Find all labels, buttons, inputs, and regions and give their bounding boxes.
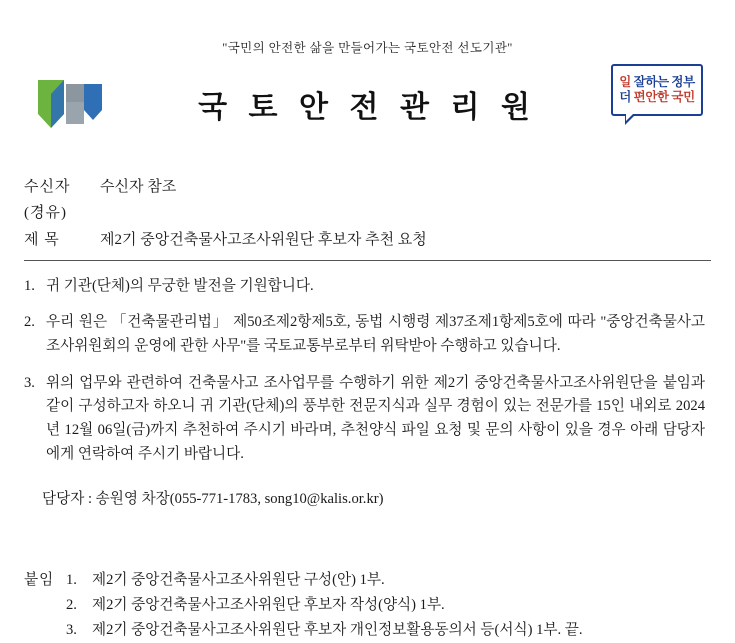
badge-tail-inner-icon <box>626 113 634 121</box>
attachment-3-index: 3. <box>66 622 77 639</box>
paragraph-1 <box>24 275 705 299</box>
document-body <box>22 275 713 512</box>
attachments-spacer-2 <box>24 593 66 618</box>
recipient-label: 수신자 <box>24 179 71 195</box>
recipient-value: 수신자 참조 <box>100 179 177 195</box>
via-label: (경유) <box>24 205 67 222</box>
attachment-2-text: 제2기 중앙건축물사고조사위원단 후보자 작성(양식) 1부. <box>92 596 445 613</box>
via-row <box>24 200 713 226</box>
attachment-item-1 <box>24 568 713 593</box>
paragraph-1-text: 귀 기관(단체)의 무궁한 발전을 기원합니다. <box>46 277 314 294</box>
attachment-3-text: 제2기 중앙건축물사고조사위원단 후보자 개인정보활용동의서 등(서식) 1부. 끝. <box>92 622 583 639</box>
recipient-row <box>24 174 713 200</box>
attachments-section <box>22 568 713 643</box>
attachment-1-text: 제2기 중앙건축물사고조사위원단 구성(안) 1부. <box>92 571 385 588</box>
paragraph-3-text: 위의 업무와 관련하여 건축물사고 조사업무를 수행하기 위한 제2기 중앙건축물사고조사위원단을 붙임과 같이 구성하고자 하오니 귀 기관(단체)의 풍부한 전문지식과 실무 경험이 있는 전문가를 15인 내외로 2024년 12월 06일(금)까지 추천하여 주시기 바라며, 추천양식 파일 요청 및 문의 사항이 있을 경우 아래 담당자에게 연락하여 주시기 바랍니다. <box>46 374 705 462</box>
paragraph-2 <box>24 311 705 358</box>
attachment-item-2 <box>24 593 713 618</box>
badge-line-2 <box>619 91 695 104</box>
document-meta <box>22 174 713 253</box>
paragraph-2-number: 2. <box>24 314 35 331</box>
paragraph-1-number: 1. <box>24 277 35 294</box>
contact-line: 담당자 : 송원영 차장(055-771-1783, song10@kalis.or.kr) <box>42 491 384 508</box>
subject-row <box>24 227 713 253</box>
paragraph-3 <box>24 372 705 467</box>
badge-line1-red: 일 <box>619 75 634 90</box>
subject-value: 제2기 중앙건축물사고조사위원단 후보자 추천 요청 <box>100 231 427 248</box>
paragraph-3-number: 3. <box>24 374 35 391</box>
government-badge <box>611 64 707 144</box>
attachments-label: 붙임 <box>24 571 55 588</box>
page-title: 국 토 안 전 관 리 원 <box>198 91 537 124</box>
paragraph-2-text: 우리 원은 「건축물관리법」 제50조제2항제5호, 동법 시행령 제37조제1항제5호에 따라 "중앙건축물사고조사위원회의 운영에 관한 사무"를 국토교통부로부터 위탁받아 수행하고 있습니다. <box>46 314 705 355</box>
slogan-text: "국민의 안전한 삶을 만들어가는 국토안전 선도기관" <box>222 41 513 55</box>
document-header <box>22 64 713 156</box>
subject-label: 제 목 <box>24 231 60 248</box>
attachment-2-index: 2. <box>66 596 77 613</box>
badge-line-1 <box>619 76 695 89</box>
badge-box <box>611 64 703 116</box>
header-divider <box>24 260 711 261</box>
badge-line2-blue: 더 <box>619 89 634 104</box>
badge-line2-red: 편안한 국민 <box>633 89 695 104</box>
badge-line1-blue: 잘하는 정부 <box>633 75 695 90</box>
attachment-1-index: 1. <box>66 571 77 588</box>
